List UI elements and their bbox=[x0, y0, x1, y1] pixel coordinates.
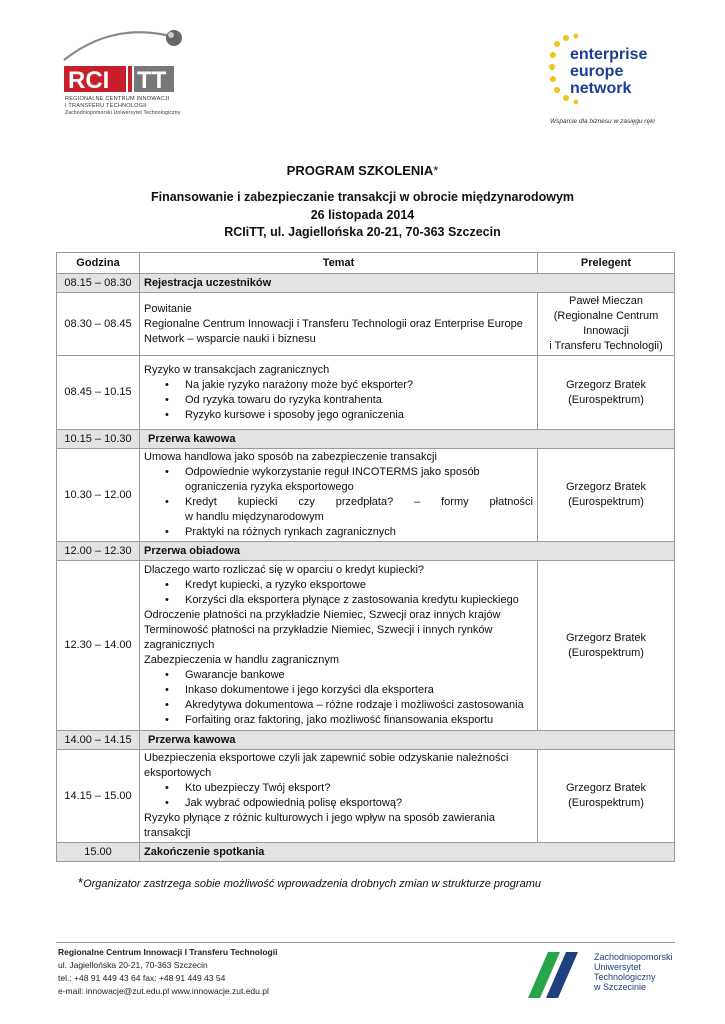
justified-line bbox=[185, 495, 533, 510]
een-word: enterprise bbox=[570, 46, 648, 63]
bullet-continuation: w handlu międzynarodowym bbox=[185, 511, 324, 523]
bullet-item: • Praktyki na różnych rynkach zagranicznych bbox=[185, 525, 533, 540]
bullet-item: • Odpowiednie wykorzystanie reguł INCOTERMS jako sposób ograniczenia ryzyka eksportowego bbox=[185, 465, 533, 495]
row-lecturer bbox=[538, 561, 675, 731]
schedule-table bbox=[56, 252, 675, 862]
table-row bbox=[57, 731, 675, 750]
footer-address: ul. Jagiellońska 20-21, 70-363 Szczecin bbox=[58, 960, 208, 970]
zut-logo-line: w Szczecinie bbox=[594, 982, 647, 992]
footer-contact bbox=[58, 946, 277, 998]
row-lecturer bbox=[538, 750, 675, 843]
row-time: 08.30 – 08.45 bbox=[57, 293, 140, 356]
footnote-text: Organizator zastrzega sobie możliwość wprowadzenia drobnych zmian w strukturze programu bbox=[83, 878, 541, 890]
topic-bullets bbox=[144, 465, 533, 540]
lecturer-org: (Regionalne Centrum Innowacji bbox=[553, 310, 659, 337]
footer-email: e-mail: innowacje@zut.edu.pl www.innowacje.zut.edu.pl bbox=[58, 986, 269, 996]
rcitt-logo-graphic bbox=[62, 26, 192, 94]
word: czy bbox=[298, 496, 315, 508]
program-title-text: PROGRAM SZKOLENIA bbox=[286, 163, 434, 178]
rcitt-logo-caption bbox=[65, 96, 195, 117]
bullet-item: • Ryzyko kursowe i sposoby jego ograniczenia bbox=[185, 408, 533, 423]
rcitt-caption-line: REGIONALNE CENTRUM INNOWACJI bbox=[65, 96, 170, 102]
bullet-item: • Jak wybrać odpowiednią polisę eksportową? bbox=[185, 796, 533, 811]
row-lecturer bbox=[538, 449, 675, 542]
topic-line: Umowa handlowa jako sposób na zabezpieczenie transakcji bbox=[144, 451, 437, 463]
word: kupiecki bbox=[237, 496, 278, 508]
table-header-row bbox=[57, 253, 675, 274]
footer-org-name: Regionalne Centrum Innowacji I Transferu Technologii bbox=[58, 947, 278, 957]
bullet-item: • Akredytywa dokumentowa – różne rodzaje i możliwości zastosowania bbox=[185, 698, 533, 713]
bullet-item: • Na jakie ryzyko narażony może być eksporter? bbox=[185, 378, 533, 393]
rcitt-caption-line: Zachodniopomorski Uniwersytet Technologiczny bbox=[65, 110, 181, 116]
bullet-item: • Od ryzyka towaru do ryzyka kontrahenta bbox=[185, 393, 533, 408]
row-time: 10.30 – 12.00 bbox=[57, 449, 140, 542]
zut-logo-text bbox=[594, 952, 673, 992]
lecturer-name: Grzegorz Bratek bbox=[565, 378, 647, 391]
table-row bbox=[57, 449, 675, 542]
row-topic: Przerwa kawowa bbox=[140, 430, 675, 449]
svg-text:TT: TT bbox=[137, 67, 167, 94]
lecturer-org: (Eurospektrum) bbox=[568, 646, 644, 659]
table-row bbox=[57, 542, 675, 561]
table-row bbox=[57, 293, 675, 356]
lecturer-org: (Eurospektrum) bbox=[568, 393, 644, 406]
topic-line: Ubezpieczenia eksportowe czyli jak zapewnić sobie odzyskanie należności eksportowych bbox=[144, 752, 509, 779]
training-place: RCIiTT, ul. Jagiellońska 20-21, 70-363 Szczecin bbox=[224, 225, 501, 239]
row-topic bbox=[140, 293, 538, 356]
program-title bbox=[0, 163, 725, 178]
lecturer-org: (Eurospektrum) bbox=[568, 797, 644, 809]
lecturer-org: i Transferu Technologii) bbox=[549, 340, 663, 352]
table-row bbox=[57, 843, 675, 862]
row-topic: Przerwa kawowa bbox=[140, 731, 675, 750]
lecturer-org: (Eurospektrum) bbox=[568, 496, 644, 508]
een-tagline: Wsparcie dla biznesu w zasięgu ręki bbox=[550, 118, 655, 125]
topic-line: Zabezpieczenia w handlu zagranicznym bbox=[144, 654, 340, 666]
zut-logo-line: Uniwersytet bbox=[594, 962, 642, 972]
row-lecturer bbox=[538, 293, 675, 356]
lecturer-name: Grzegorz Bratek bbox=[565, 631, 647, 644]
row-topic bbox=[140, 750, 538, 843]
training-topic: Finansowanie i zabezpieczanie transakcji w obrocie międzynarodowym bbox=[150, 190, 575, 204]
een-word: europe bbox=[570, 63, 624, 80]
bullet-item: • Kto ubezpieczy Twój eksport? bbox=[185, 781, 533, 796]
bullet-item: • Kredyt kupiecki, a ryzyko eksportowe bbox=[185, 578, 533, 593]
footnote bbox=[78, 875, 541, 890]
footer-divider bbox=[56, 942, 675, 943]
row-time: 12.30 – 14.00 bbox=[57, 561, 140, 731]
header-topic: Temat bbox=[140, 253, 538, 274]
word: • Kredyt bbox=[185, 496, 217, 508]
zut-logo-icon bbox=[526, 950, 590, 1000]
een-word: network bbox=[570, 80, 632, 97]
topic-line: Dlaczego warto rozliczać się w oparciu o kredyt kupiecki? bbox=[144, 564, 425, 576]
row-time: 08.15 – 08.30 bbox=[57, 274, 140, 293]
row-topic: Rejestracja uczestników bbox=[140, 274, 675, 293]
row-time: 15.00 bbox=[57, 843, 140, 862]
lecturer-name: Paweł Mieczan bbox=[569, 295, 643, 307]
topic-bullets bbox=[144, 781, 533, 811]
topic-line: Ryzyko w transakcjach zagranicznych bbox=[144, 363, 330, 376]
table-row bbox=[57, 750, 675, 843]
row-topic: Zakończenie spotkania bbox=[140, 843, 675, 862]
zut-logo bbox=[526, 950, 686, 1006]
rcitt-logo bbox=[62, 26, 192, 126]
topic-line: Regionalne Centrum Innowacji i Transferu Technologii oraz Enterprise Europe Network – wsparcie nauki i biznesu bbox=[144, 317, 523, 345]
zut-logo-line: Technologiczny bbox=[594, 972, 656, 982]
lecturer-name: Grzegorz Bratek bbox=[565, 782, 647, 794]
row-topic bbox=[140, 561, 538, 731]
training-date: 26 listopada 2014 bbox=[310, 208, 415, 222]
svg-text:RCI: RCI bbox=[68, 67, 110, 94]
table-row bbox=[57, 561, 675, 731]
word: formy bbox=[441, 496, 469, 508]
header-time: Godzina bbox=[57, 253, 140, 274]
word: płatności bbox=[489, 496, 533, 508]
topic-line: Odroczenie płatności na przykładzie Niemiec, Szwecji oraz innych krajów bbox=[144, 609, 501, 621]
word: – bbox=[414, 496, 421, 508]
header-lecturer: Prelegent bbox=[538, 253, 675, 274]
row-time: 10.15 – 10.30 bbox=[57, 430, 140, 449]
zut-logo-line: Zachodniopomorski bbox=[594, 952, 673, 962]
row-topic bbox=[140, 356, 538, 430]
lecturer-name: Grzegorz Bratek bbox=[565, 481, 647, 493]
row-time: 14.00 – 14.15 bbox=[57, 731, 140, 750]
topic-bullets bbox=[144, 378, 533, 423]
bullet-item bbox=[185, 495, 533, 525]
footnote-asterisk: * bbox=[78, 875, 84, 890]
table-row bbox=[57, 356, 675, 430]
bullet-item: • Korzyści dla eksportera płynące z zastosowania kredytu kupieckiego bbox=[185, 593, 533, 608]
row-time: 08.45 – 10.15 bbox=[57, 356, 140, 430]
topic-bullets bbox=[144, 578, 533, 608]
topic-line: Ryzyko płynące z różnic kulturowych i jego wpływ na sposób zawierania transakcji bbox=[144, 812, 495, 839]
bullet-item: • Inkaso dokumentowe i jego korzyści dla eksportera bbox=[185, 683, 533, 698]
bullet-item: • Forfaiting oraz faktoring, jako możliwość finansowania eksportu bbox=[185, 713, 533, 728]
row-topic bbox=[140, 449, 538, 542]
word: przedpłata? bbox=[335, 496, 394, 508]
bullet-item: • Gwarancje bankowe bbox=[185, 668, 533, 683]
rcitt-caption-line: I TRANSFERU TECHNOLOGII bbox=[65, 103, 147, 109]
een-wordmark bbox=[570, 46, 647, 97]
row-time: 14.15 – 15.00 bbox=[57, 750, 140, 843]
row-lecturer bbox=[538, 356, 675, 430]
row-time: 12.00 – 12.30 bbox=[57, 542, 140, 561]
topic-line: Terminowość płatności na przykładzie Niemiec, Szwecji i innych rynków zagranicznych bbox=[144, 624, 493, 651]
table-row bbox=[57, 274, 675, 293]
topic-line: Powitanie bbox=[144, 302, 192, 315]
topic-bullets bbox=[144, 668, 533, 728]
row-topic: Przerwa obiadowa bbox=[140, 542, 675, 561]
een-logo bbox=[548, 30, 668, 130]
program-title-asterisk: * bbox=[433, 163, 439, 178]
table-row bbox=[57, 430, 675, 449]
footer-phone: tel.: +48 91 449 43 64 fax: +48 91 449 43 54 bbox=[58, 973, 226, 983]
rcitt-globe-icon bbox=[166, 30, 182, 46]
